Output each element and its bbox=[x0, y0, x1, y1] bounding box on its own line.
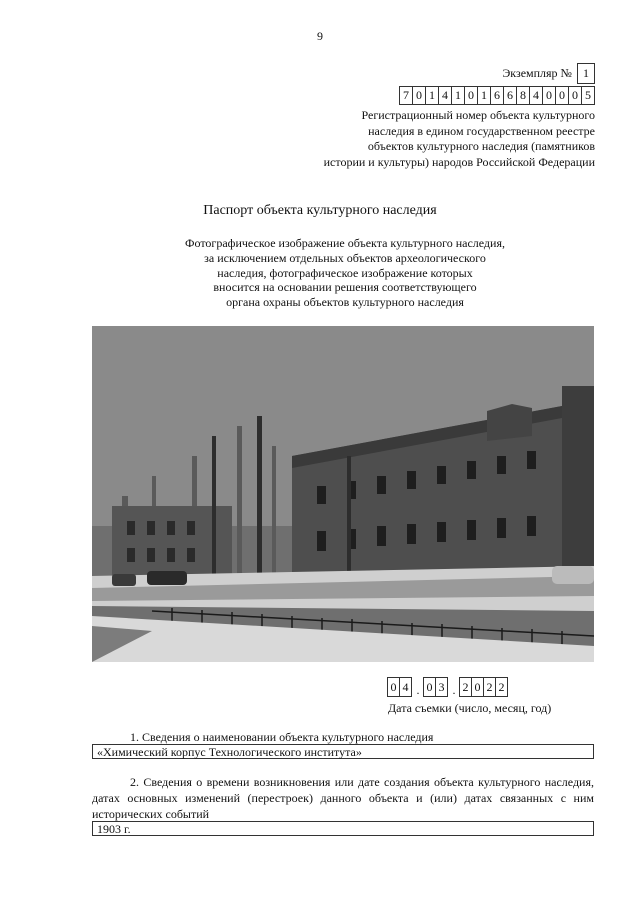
registration-digit: 1 bbox=[425, 86, 439, 105]
photo-caption-line: Фотографическое изображение объекта культурного наследия, bbox=[185, 236, 505, 250]
photo-caption-line: вносится на основании решения соответствующего bbox=[213, 280, 477, 295]
date-separator: . bbox=[416, 683, 420, 697]
registration-digit: 0 bbox=[568, 86, 582, 105]
registration-digit: 6 bbox=[490, 86, 504, 105]
date-separator: . bbox=[452, 683, 456, 697]
section1-value-field: «Химический корпус Технологического института» bbox=[92, 744, 594, 759]
building-photo bbox=[92, 326, 594, 662]
registration-digit: 8 bbox=[516, 86, 530, 105]
date-month-digit: 3 bbox=[435, 677, 448, 697]
registration-digit: 4 bbox=[438, 86, 452, 105]
copy-number-row bbox=[502, 63, 595, 84]
registration-digit: 0 bbox=[412, 86, 426, 105]
registration-digit: 6 bbox=[503, 86, 517, 105]
registration-digit: 0 bbox=[464, 86, 478, 105]
copy-number-label: Экземпляр № bbox=[502, 66, 572, 80]
registration-number bbox=[400, 86, 595, 105]
registration-digit: 5 bbox=[581, 86, 595, 105]
copy-number-box: 1 bbox=[577, 63, 595, 84]
registration-caption bbox=[275, 108, 595, 170]
photo-caption-line: за исключением отдельных объектов археологического bbox=[204, 250, 486, 265]
date-year-digit: 2 bbox=[495, 677, 508, 697]
registration-digit: 7 bbox=[399, 86, 413, 105]
date-day-digit: 0 bbox=[387, 677, 400, 697]
date-month-digit: 0 bbox=[423, 677, 436, 697]
date-year-digit: 0 bbox=[471, 677, 484, 697]
date-day-digit: 4 bbox=[399, 677, 412, 697]
photo-caption bbox=[100, 236, 590, 310]
photo-caption-line: органа охраны объектов культурного наследия bbox=[226, 295, 464, 310]
section2-value-field: 1903 г. bbox=[92, 821, 594, 836]
section2-heading: 2. Сведения о времени возникновения или дате создания объекта культурного наследия, датах основных изменений (перестроек) данного объекта и (или) датах связанных с ним исторических событий bbox=[92, 775, 594, 821]
section1-heading: 1. Сведения о наименовании объекта культурного наследия bbox=[130, 730, 434, 744]
registration-digit: 1 bbox=[451, 86, 465, 105]
photo-date-label: Дата съемки (число, месяц, год) bbox=[388, 701, 552, 715]
building-photo-image bbox=[92, 326, 594, 662]
date-year-digit: 2 bbox=[483, 677, 496, 697]
registration-digit: 1 bbox=[477, 86, 491, 105]
registration-caption-line: наследия в едином государственном реестре bbox=[368, 123, 595, 138]
photo-caption-line: наследия, фотографическое изображение которых bbox=[217, 265, 473, 280]
registration-digit: 4 bbox=[529, 86, 543, 105]
registration-caption-line: истории и культуры) народов Российской Федерации bbox=[323, 154, 595, 169]
registration-caption-line: объектов культурного наследия (памятников bbox=[367, 139, 595, 153]
registration-digit: 0 bbox=[542, 86, 556, 105]
registration-caption-line: Регистрационный номер объекта культурного bbox=[361, 108, 595, 122]
registration-digit: 0 bbox=[555, 86, 569, 105]
date-year-digit: 2 bbox=[459, 677, 472, 697]
photo-date bbox=[388, 677, 508, 697]
page-number: 9 bbox=[317, 29, 323, 43]
passport-title: Паспорт объекта культурного наследия bbox=[203, 203, 437, 218]
